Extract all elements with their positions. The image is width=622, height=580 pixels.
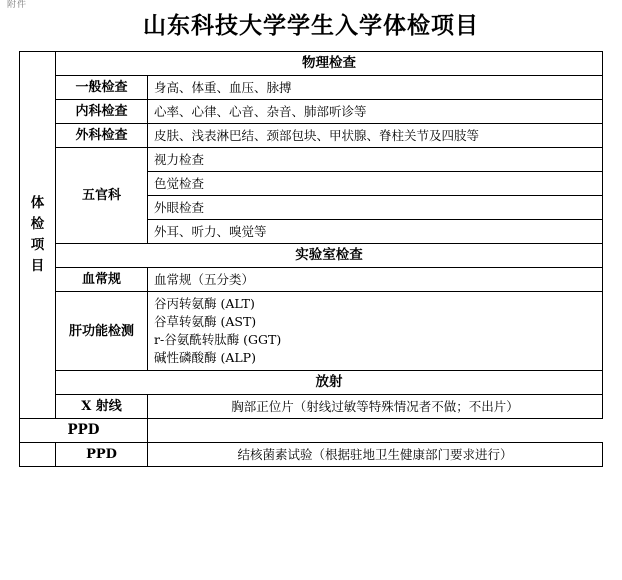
row-label-char-4: 目 — [30, 258, 45, 274]
detail-vision-test: 视力检查 — [148, 148, 603, 172]
table-row — [20, 292, 603, 371]
table-row — [20, 148, 603, 172]
table-row — [20, 395, 603, 419]
detail-general-exam: 身高、体重、血压、脉搏 — [148, 76, 603, 100]
table-row — [20, 419, 603, 443]
table-row — [20, 244, 603, 268]
category-surgery: 外科检查 — [56, 124, 148, 148]
page-title: 山东科技大学学生入学体检项目 — [143, 12, 479, 39]
row-label-char-3: 项 — [30, 237, 45, 253]
category-general-exam: 一般检查 — [56, 76, 148, 100]
detail-external-eye-test: 外眼检查 — [148, 196, 603, 220]
corner-attachment-mark: 附件 — [7, 0, 28, 10]
row-label-char-2: 检 — [30, 216, 45, 232]
exam-items-table — [19, 51, 603, 467]
detail-liver-alp: 碱性磷酸酶 (ALP) — [154, 350, 256, 365]
table-row — [20, 76, 603, 100]
section-header-physical: 物理检查 — [56, 52, 603, 76]
detail-surgery: 皮肤、浅表淋巴结、颈部包块、甲状腺、脊柱关节及四肢等 — [148, 124, 603, 148]
section-header-laboratory: 实验室检查 — [56, 244, 603, 268]
detail-xray: 胸部正位片（射线过敏等特殊情况者不做；不出片） — [148, 395, 603, 419]
detail-color-vision-test: 色觉检查 — [148, 172, 603, 196]
detail-ppd: 结核菌素试验（根据驻地卫生健康部门要求进行） — [148, 443, 603, 467]
detail-liver-function — [148, 292, 603, 371]
detail-blood-routine: 血常规（五分类） — [148, 268, 603, 292]
table-row — [20, 100, 603, 124]
category-xray: X 射线 — [56, 395, 148, 419]
row-label-exam-items — [20, 52, 56, 419]
detail-liver-ast: 谷草转氨酶 (AST) — [154, 314, 257, 329]
detail-ear-hearing-smell: 外耳、听力、嗅觉等 — [148, 220, 603, 244]
row-label-spacer — [20, 443, 56, 467]
table-row — [20, 52, 603, 76]
detail-internal-medicine: 心率、心律、心音、杂音、肺部听诊等 — [148, 100, 603, 124]
section-header-radiology: 放射 — [56, 371, 603, 395]
category-ent-ophthalmology: 五官科 — [56, 148, 148, 244]
table-row — [20, 124, 603, 148]
row-label-char-1: 体 — [30, 195, 45, 211]
category-blood-routine: 血常规 — [56, 268, 148, 292]
table-row — [20, 268, 603, 292]
table-row — [20, 371, 603, 395]
detail-liver-alt: 谷丙转氨酶 (ALT) — [154, 296, 255, 311]
detail-liver-ggt: r-谷氨酰转肽酶 (GGT) — [154, 332, 282, 347]
category-liver-function: 肝功能检测 — [56, 292, 148, 371]
table-row — [20, 443, 603, 467]
category-internal-medicine: 内科检查 — [56, 100, 148, 124]
section-header-ppd: PPD — [20, 419, 148, 443]
category-ppd: PPD — [56, 443, 148, 467]
